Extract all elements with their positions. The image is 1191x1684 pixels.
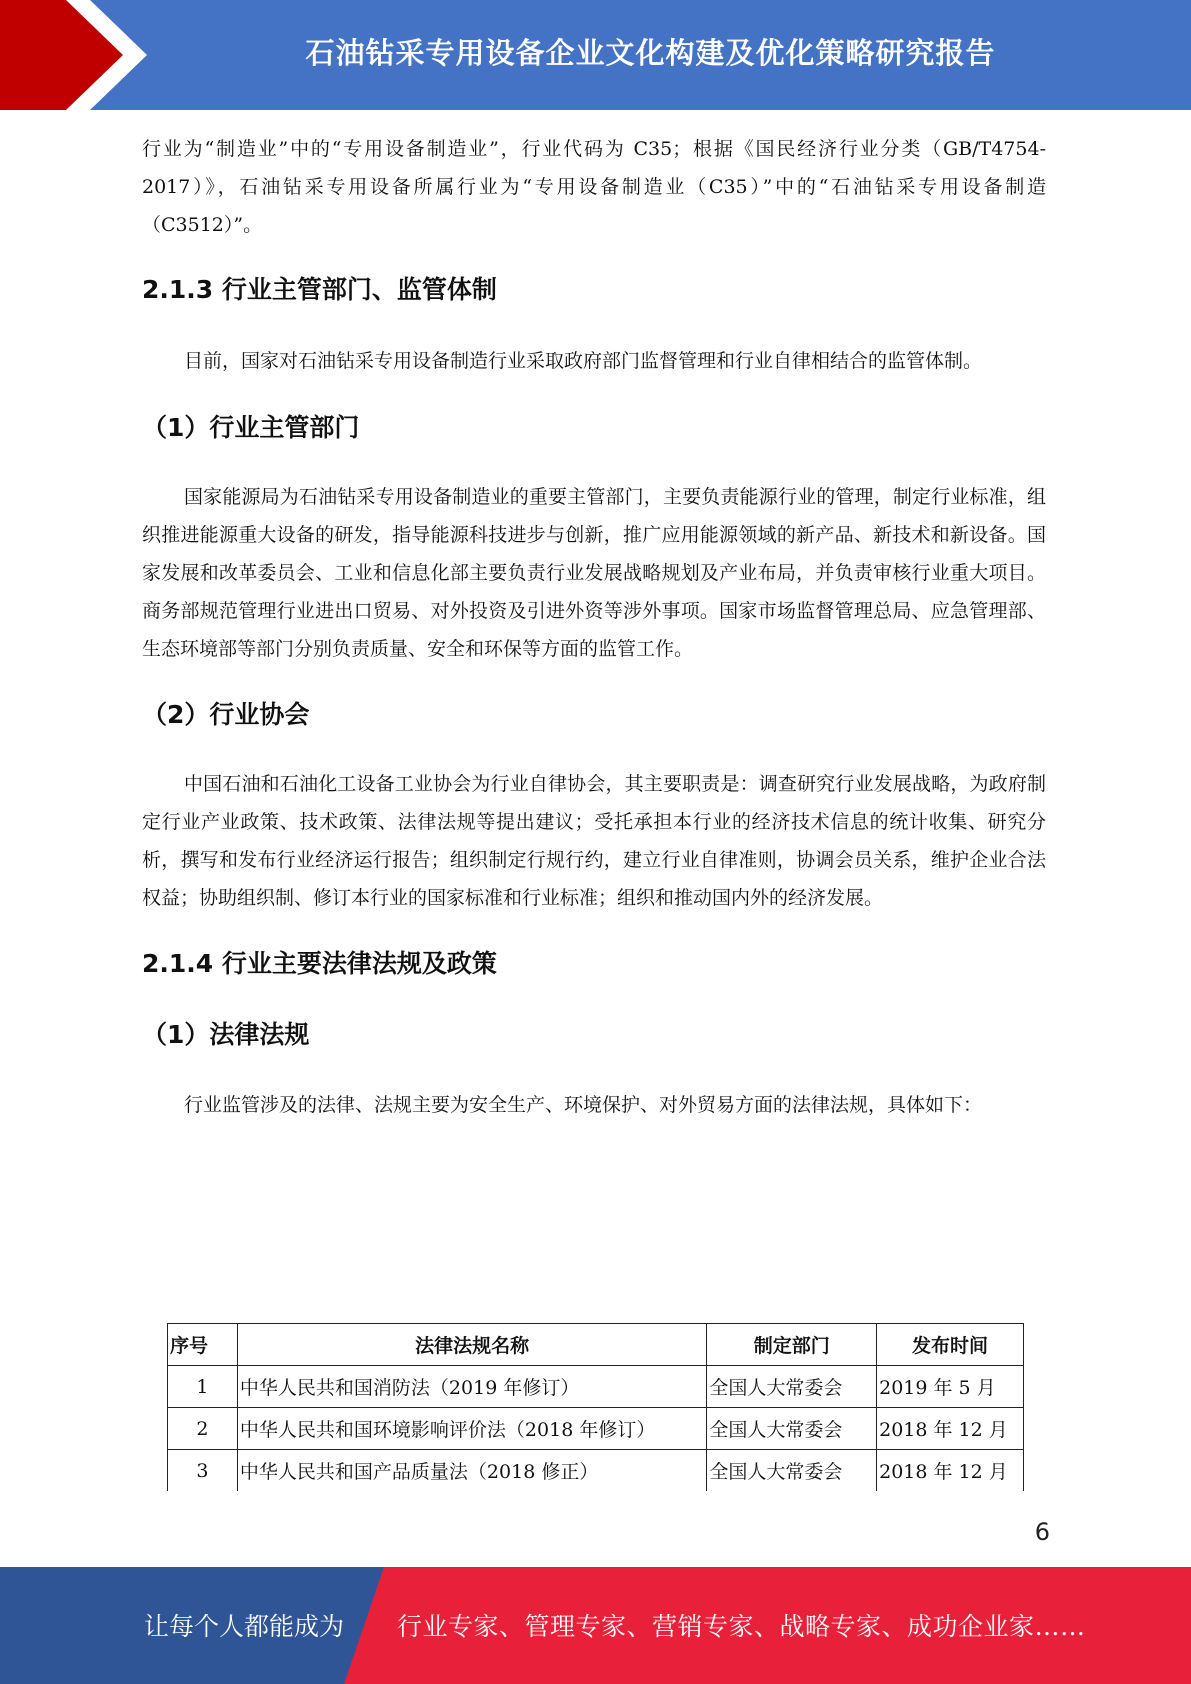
subsection-authorities-heading: （1）行业主管部门 (142, 413, 360, 442)
subsection-association-heading: （2）行业协会 (142, 700, 310, 729)
footer-banner (0, 1567, 1191, 1684)
page-number: 6 (1034, 1518, 1050, 1546)
table-header-cell: 发布时间 (877, 1324, 1024, 1366)
table-header-row (168, 1324, 1024, 1366)
table-row (168, 1366, 1024, 1408)
header-banner (0, 0, 1191, 110)
intro-paragraph: 行业为“制造业”中的“专用设备制造业”，行业代码为 C35；根据《国民经济行业分类（GB/T4754-2017）》，石油钻采专用设备所属行业为“专用设备制造业（C35）”中的“石油钻采专用设备制造（C3512）”。 (142, 138, 1046, 236)
table-cell: 2018 年 12 月 (877, 1408, 1024, 1450)
table-header-cell: 制定部门 (707, 1324, 877, 1366)
laws-table (167, 1323, 1024, 1491)
subsection-association-paragraph: 中国石油和石油化工设备工业协会为行业自律协会，其主要职责是：调查研究行业发展战略，为政府制定行业产业政策、技术政策、法律法规等提出建议；受托承担本行业的经济技术信息的统计收集、研究分析，撰写和发布行业经济运行报告；组织制定行规行约，建立行业自律准则，协调会员关系，维护企业合法权益；协助组织制、修订本行业的国家标准和行业标准；组织和推动国内外的经济发展。 (142, 773, 1046, 909)
table-cell: 2 (168, 1408, 238, 1450)
table-cell: 全国人大常委会 (707, 1366, 877, 1408)
table-row (168, 1408, 1024, 1450)
section-2-1-4-heading: 2.1.4 行业主要法律法规及政策 (142, 949, 497, 978)
report-title: 石油钻采专用设备企业文化构建及优化策略研究报告 (305, 36, 996, 70)
table-cell: 2018 年 12 月 (877, 1450, 1024, 1492)
section-2-1-3-heading: 2.1.3 行业主管部门、监管体制 (142, 275, 497, 304)
subsection-laws-paragraph: 行业监管涉及的法律、法规主要为安全生产、环境保护、对外贸易方面的法律法规，具体如下： (184, 1094, 983, 1116)
table-cell: 3 (168, 1450, 238, 1492)
table-cell: 1 (168, 1366, 238, 1408)
subsection-laws-heading: （1）法律法规 (142, 1020, 310, 1049)
section-2-1-3-paragraph: 目前，国家对石油钻采专用设备制造行业采取政府部门监督管理和行业自律相结合的监管体制。 (184, 350, 983, 372)
footer-slogan-right: 行业专家、管理专家、营销专家、战略专家、成功企业家…… (397, 1612, 1086, 1641)
table-header-cell: 序号 (168, 1324, 238, 1366)
table-cell: 中华人民共和国产品质量法（2018 修正） (237, 1450, 706, 1492)
table-row (168, 1450, 1024, 1492)
table-header-cell: 法律法规名称 (237, 1324, 706, 1366)
table-cell: 中华人民共和国消防法（2019 年修订） (237, 1366, 706, 1408)
table-cell: 全国人大常委会 (707, 1408, 877, 1450)
table-cell: 中华人民共和国环境影响评价法（2018 年修订） (237, 1408, 706, 1450)
table-cell: 全国人大常委会 (707, 1450, 877, 1492)
page-content (142, 130, 1046, 1124)
footer-slogan-left: 让每个人都能成为 (144, 1612, 345, 1641)
table-cell: 2019 年 5 月 (877, 1366, 1024, 1408)
subsection-authorities-paragraph: 国家能源局为石油钻采专用设备制造业的重要主管部门，主要负责能源行业的管理，制定行业标准，组织推进能源重大设备的研发，指导能源科技进步与创新，推广应用能源领域的新产品、新技术和新设备。国家发展和改革委员会、工业和信息化部主要负责行业发展战略规划及产业布局，并负责审核行业重大项目。商务部规范管理行业进出口贸易、对外投资及引进外资等涉外事项。国家市场监督管理总局、应急管理部、生态环境部等部门分别负责质量、安全和环保等方面的监管工作。 (142, 486, 1046, 660)
